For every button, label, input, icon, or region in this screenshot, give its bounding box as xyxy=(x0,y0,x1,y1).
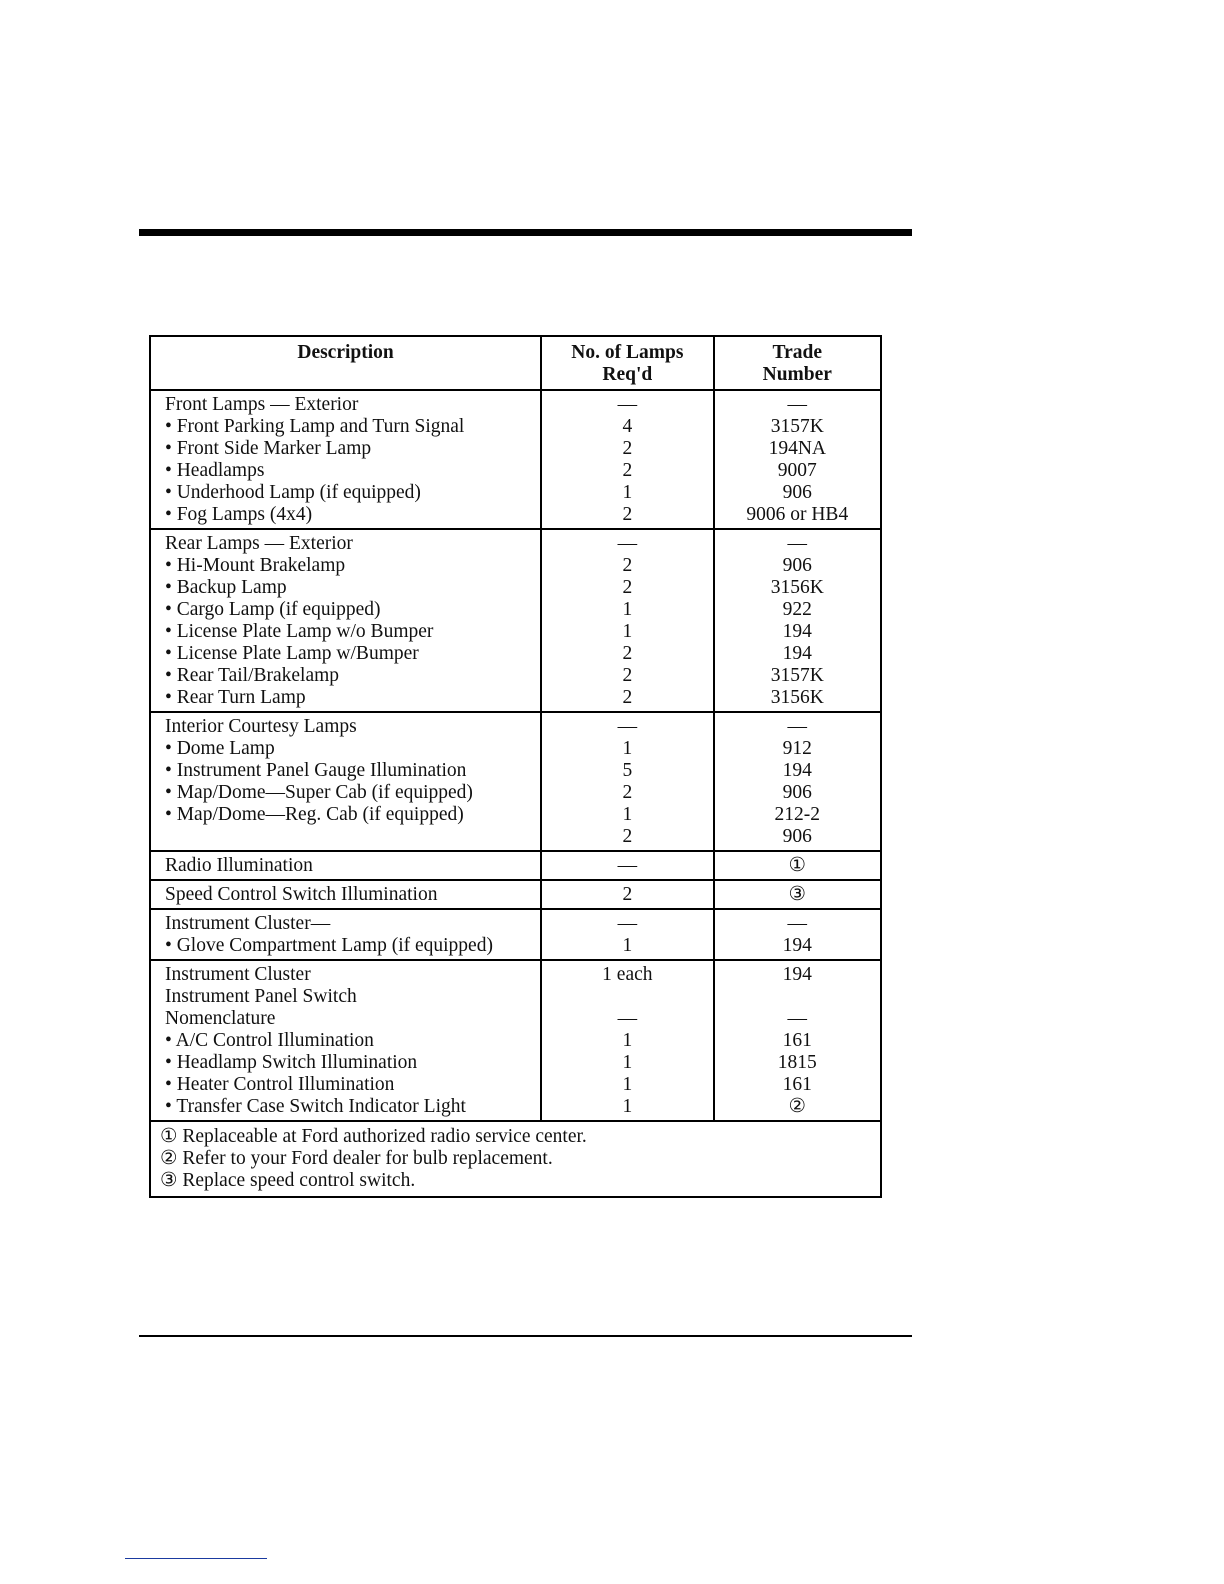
bottom-rule xyxy=(139,1335,912,1337)
cell-description: Instrument Cluster— • Glove Compartment Lamp (if equipped) xyxy=(150,909,541,960)
cell-lamp-count: — 4 2 2 1 2 xyxy=(541,390,713,529)
table-row-interior-courtesy-lamps xyxy=(150,712,881,851)
cell-lamp-count: 2 xyxy=(541,880,713,909)
cell-lamp-count: — 2 2 1 1 2 2 2 xyxy=(541,529,713,712)
cell-description: Interior Courtesy Lamps • Dome Lamp • Instrument Panel Gauge Illumination • Map/Dome—Super Cab (if equipped) • Map/Dome—Reg. Cab (if equipped) xyxy=(150,712,541,851)
table-row-radio-illumination xyxy=(150,851,881,880)
bulb-specification-table xyxy=(149,335,882,1198)
footer-line xyxy=(125,1558,267,1559)
cell-trade-number: — 3157K 194NA 9007 906 9006 or HB4 xyxy=(714,390,881,529)
table-header-row xyxy=(150,336,881,390)
cell-description: Radio Illumination xyxy=(150,851,541,880)
cell-description: Instrument Cluster Instrument Panel Switch Nomenclature • A/C Control Illumination • Headlamp Switch Illumination • Heater Control Illumination • Transfer Case Switch Indicator Light xyxy=(150,960,541,1121)
header-trade-number: Trade Number xyxy=(714,336,881,390)
footnote-2: ② Refer to your Ford dealer for bulb replacement. xyxy=(160,1148,553,1169)
table-row-instrument-panel-switch xyxy=(150,960,881,1121)
footnote-3: ③ Replace speed control switch. xyxy=(160,1170,416,1191)
header-number-of-lamps: No. of Lamps Req'd xyxy=(541,336,713,390)
table-footnotes-row xyxy=(150,1121,881,1197)
header-description: Description xyxy=(150,336,541,390)
cell-trade-number: ③ xyxy=(714,880,881,909)
cell-trade-number: — 906 3156K 922 194 194 3157K 3156K xyxy=(714,529,881,712)
cell-trade-number: ① xyxy=(714,851,881,880)
cell-lamp-count: — xyxy=(541,851,713,880)
cell-trade-number: — 912 194 906 212-2 906 xyxy=(714,712,881,851)
cell-description: Speed Control Switch Illumination xyxy=(150,880,541,909)
table-row-rear-lamps xyxy=(150,529,881,712)
table-row-speed-control-switch xyxy=(150,880,881,909)
footnote-1: ① Replaceable at Ford authorized radio service center. xyxy=(160,1126,587,1147)
footnotes xyxy=(150,1121,881,1197)
cell-lamp-count: 1 each — 1 1 1 1 xyxy=(541,960,713,1121)
cell-description: Front Lamps — Exterior • Front Parking Lamp and Turn Signal • Front Side Marker Lamp • Headlamps • Underhood Lamp (if equipped) • Fog Lamps (4x4) xyxy=(150,390,541,529)
cell-description: Rear Lamps — Exterior • Hi-Mount Brakelamp • Backup Lamp • Cargo Lamp (if equipped) • License Plate Lamp w/o Bumper • License Plate Lamp w/Bumper • Rear Tail/Brakelamp • Rear Turn Lamp xyxy=(150,529,541,712)
table-row-glove-compartment xyxy=(150,909,881,960)
table-row-front-lamps xyxy=(150,390,881,529)
cell-lamp-count: — 1 xyxy=(541,909,713,960)
cell-trade-number: 194 — 161 1815 161 ② xyxy=(714,960,881,1121)
top-rule xyxy=(139,229,912,236)
cell-lamp-count: — 1 5 2 1 2 xyxy=(541,712,713,851)
cell-trade-number: — 194 xyxy=(714,909,881,960)
